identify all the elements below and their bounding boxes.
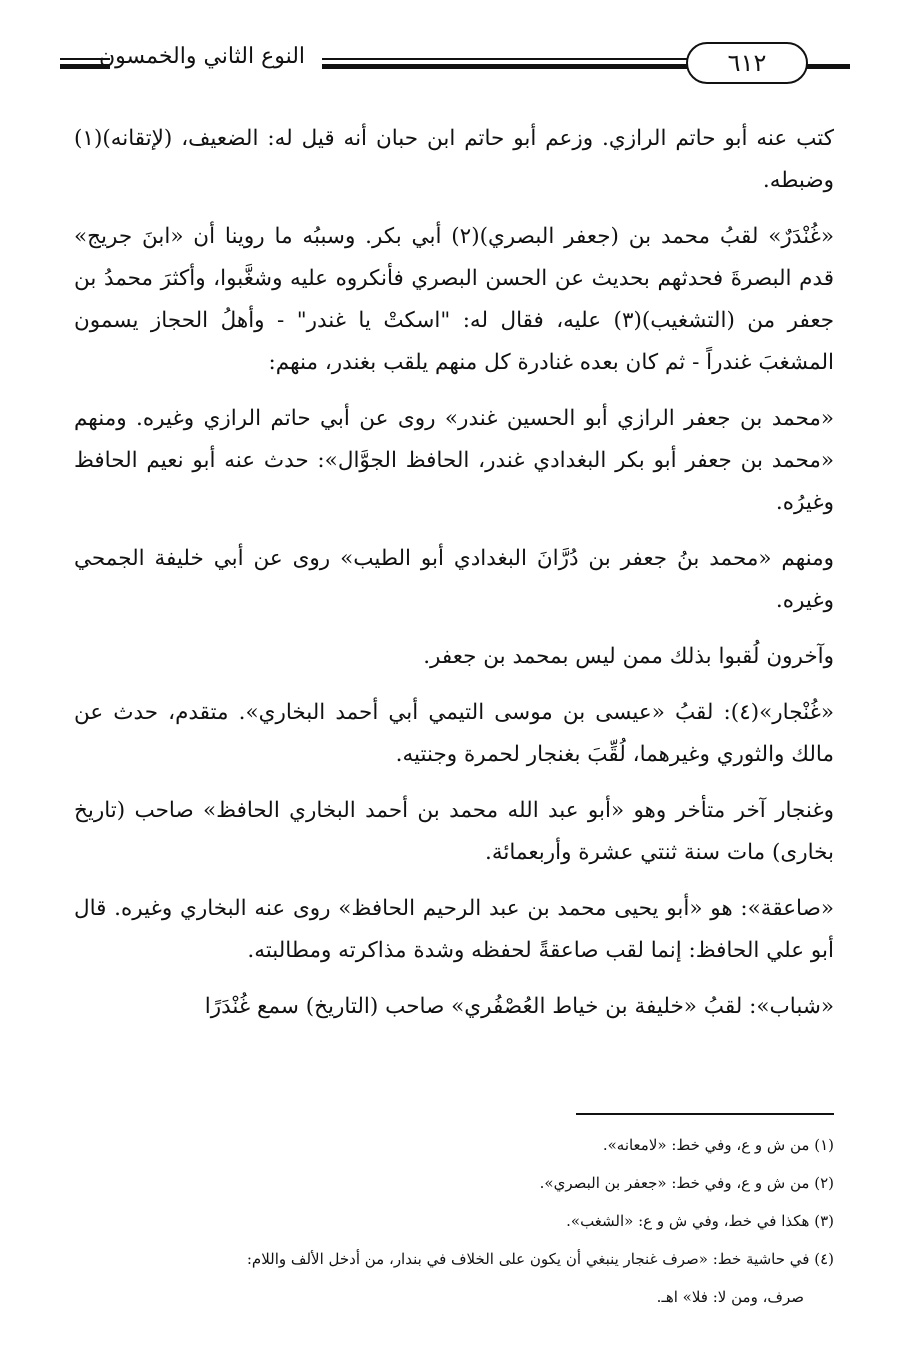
paragraph: «محمد بن جعفر الرازي أبو الحسين غندر» روى عن أبي حاتم الرازي وغيره. ومنهم «محمد بن جعفر أبو بكر البغدادي غندر، الحافظ الجوَّال»: حدث عنه أبو نعيم الحافظ وغيرُه. (74, 406, 834, 515)
footnote: (٢) من ش و ع، وفي خط: «جعفر بن البصري». (539, 1174, 834, 1192)
paragraph: ومنهم «محمد بنُ جعفر بن دُرَّانَ البغدادي أبو الطيب» روى عن أبي خليفة الجمحي وغيره. (74, 546, 834, 613)
main-text (74, 118, 834, 1042)
header-rule-right (806, 64, 850, 69)
paragraph: «غُنْجار»(٤): لقبُ «عيسى بن موسى التيمي أبي أحمد البخاري». متقدم، حدث عن مالك والثوري وغيرهما، لُقِّبَ بغنجار لحمرة وجنتيه. (74, 700, 834, 767)
header-rule-middle-thin (322, 58, 692, 60)
footnote: (٣) هكذا في خط، وفي ش و ع: «الشغب». (566, 1212, 834, 1230)
footnotes (74, 1128, 834, 1318)
paragraph: وآخرون لُقبوا بذلك ممن ليس بمحمد بن جعفر. (423, 644, 834, 669)
paragraph: وغنجار آخر متأخر وهو «أبو عبد الله محمد بن أحمد البخاري الحافظ» صاحب (تاريخ بخارى) مات سنة ثنتي عشرة وأربعمائة. (74, 798, 834, 865)
paragraph: كتب عنه أبو حاتم الرازي. وزعم أبو حاتم ابن حبان أنه قيل له: الضعيف، (لإتقانه)(١) وضبطه. (74, 126, 834, 193)
paragraph: «صاعقة»: هو «أبو يحيى محمد بن عبد الرحيم الحافظ» روى عنه البخاري وغيره. قال أبو علي الحافظ: إنما لقب صاعقةً لحفظه وشدة مذاكرته ومطالبته. (74, 896, 834, 963)
page-number-box (686, 42, 808, 84)
footnote-separator (576, 1113, 834, 1115)
footnote-continuation: صرف، ومن لا: فلا» اهـ. (656, 1288, 804, 1306)
paragraph: «غُنْدَرٌ» لقبُ محمد بن (جعفر البصري)(٢) أبي بكر. وسببُه ما روينا أن «ابنَ جريج» قدم البصرةَ فحدثهم بحديث عن الحسن البصري فأنكروه عليه وشغَّبوا، وأكثرَ محمدُ بن جعفر من (التشغيب)(٣) عليه، فقال له: "اسكتْ يا غندر" - وأهلُ الحجاز يسمون المشغبَ غندراً - ثم كان بعده غنادرة كل منهم يلقب بغندر، منهم: (74, 224, 834, 375)
paragraph: «شباب»: لقبُ «خليفة بن خياط العُصْفُري» صاحب (التاريخ) سمع غُنْدَرًا (204, 994, 834, 1019)
running-header (60, 38, 850, 88)
footnote: (٤) في حاشية خط: «صرف غنجار ينبغي أن يكون على الخلاف في بندار، من أدخل الألف واللام: (246, 1250, 834, 1268)
page-number: ٦١٢ (727, 49, 767, 77)
chapter-title: النوع الثاني والخمسون (98, 44, 306, 69)
footnote: (١) من ش و ع، وفي خط: «لامعانه». (602, 1136, 834, 1154)
header-rule-middle (322, 64, 692, 69)
